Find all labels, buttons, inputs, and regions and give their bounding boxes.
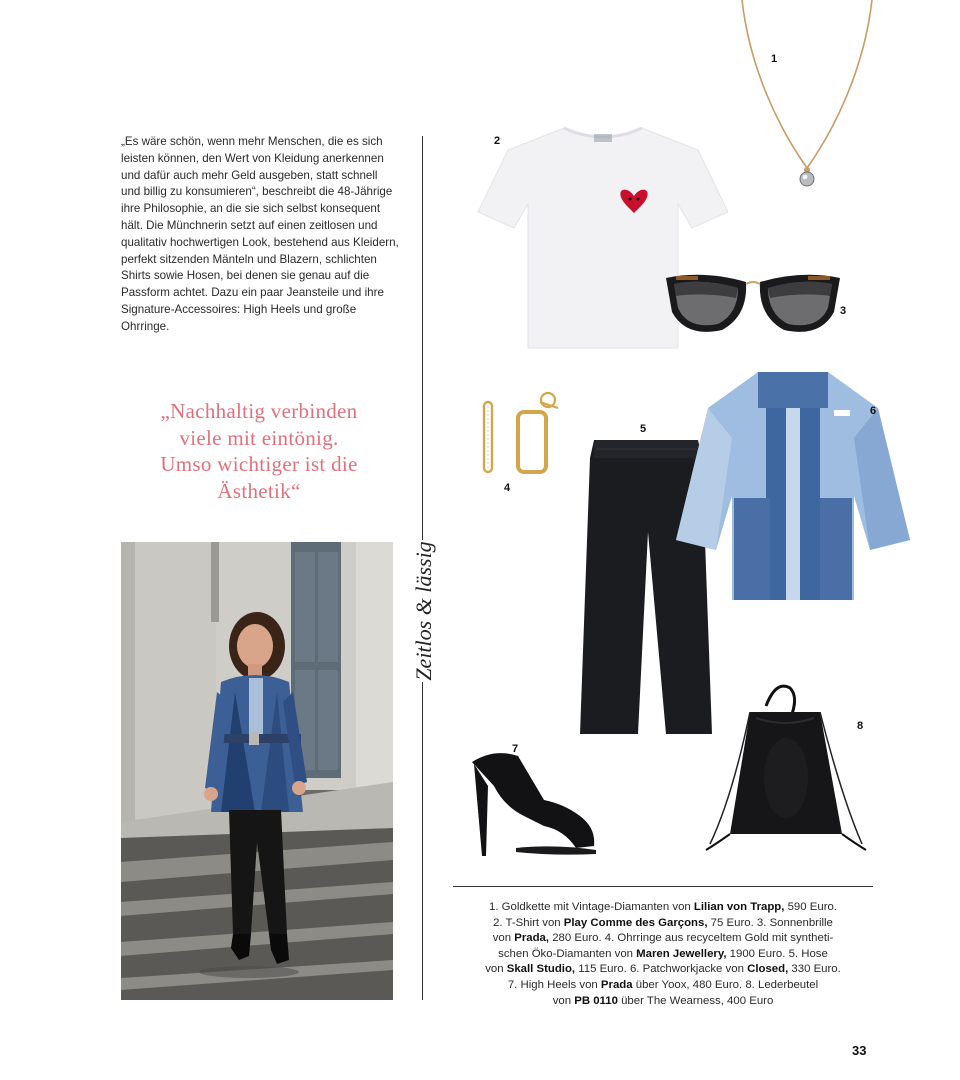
- quote-line: Umso wichtiger ist die: [160, 452, 358, 476]
- product-number-7: 7: [512, 743, 519, 755]
- product-number-4: 4: [504, 482, 511, 494]
- page-number: 33: [852, 1043, 867, 1058]
- pull-quote: [122, 398, 396, 504]
- product-caption: [453, 900, 873, 1009]
- product-number-1: 1: [771, 53, 778, 65]
- product-number-3: 3: [840, 305, 847, 317]
- product-number-8: 8: [857, 720, 864, 732]
- quote-line: viele mit eintönig.: [179, 425, 339, 450]
- caption-line: 2. T-Shirt von Play Comme des Garçons, 75 Euro. 3. Sonnenbrille: [493, 916, 833, 929]
- caption-line: von Prada, 280 Euro. 4. Ohrringe aus recyceltem Gold mit syntheti-: [492, 932, 834, 945]
- leather-backpack-illustration: [696, 678, 874, 856]
- product-number-6: 6: [870, 405, 877, 417]
- caption-line: schen Öko-Diamanten von Maren Jewellery, 1900 Euro. 5. Hose: [498, 947, 828, 960]
- product-number-2: 2: [494, 135, 501, 147]
- section-label-text: Zeitlos & lässig: [411, 541, 436, 681]
- product-number-5: 5: [640, 423, 647, 435]
- quote-line: „Nachhaltig verbinden: [160, 399, 358, 423]
- portrait-photo: [121, 542, 393, 1000]
- caption-divider: [453, 886, 873, 887]
- earrings-illustration: [478, 390, 564, 476]
- necklace-illustration: [730, 0, 880, 190]
- sunglasses-illustration: [664, 268, 842, 340]
- caption-line: 7. High Heels von Prada über Yoox, 480 Euro. 8. Lederbeutel: [507, 978, 819, 991]
- caption-line: 1. Goldkette mit Vintage-Diamanten von Lilian von Trapp, 590 Euro.: [488, 901, 837, 913]
- column-divider-top: [422, 136, 423, 540]
- high-heels-illustration: [464, 746, 604, 860]
- section-label: [400, 541, 448, 681]
- portrait-photo-illustration: [121, 542, 393, 1000]
- article-body-text: „Es wäre schön, wenn mehr Menschen, die es sich leisten können, den Wert von Kleidung anerkennen und dafür auch mehr Geld ausgeben, statt schnell und billig zu konsumieren“, beschreibt die 48-Jährige ihre Philosophie, an die sie sich selbst konsequent hält. Die Münchnerin setzt auf einen zeitlosen und qualitativ hochwertigen Look, bestehend aus Kleidern, perfekt sitzenden Mänteln und Blazern, schlichten Shirts sowie Hosen, bei denen sie genau auf die Passform achtet. Dazu ein paar Jeansteile und ihre Signature-Accessoires: High Heels und große Ohrringe.: [121, 135, 399, 333]
- caption-line: von PB 0110 über The Wearness, 400 Euro: [552, 994, 774, 1007]
- quote-line: Ästhetik“: [217, 478, 301, 503]
- column-divider-bottom: [422, 682, 423, 1000]
- patchwork-jacket-illustration: [674, 368, 912, 602]
- caption-line: von Skall Studio, 115 Euro. 6. Patchworkjacke von Closed, 330 Euro.: [485, 963, 841, 976]
